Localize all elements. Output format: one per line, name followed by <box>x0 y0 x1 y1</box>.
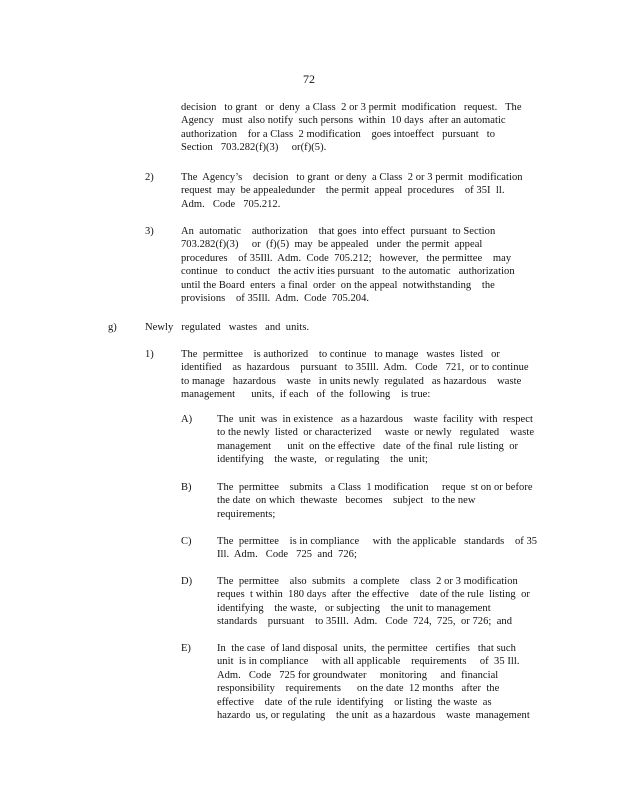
sublist-marker: D) <box>181 576 193 587</box>
section-marker: g) <box>108 322 117 333</box>
text-line: identified as hazardous pursuant to 35Ill. Adm. Code 721, or to continue <box>181 362 529 373</box>
text-line: An automatic authorization that goes into effect pursuant to Section <box>181 226 496 237</box>
text-line: The permittee also submits a complete class 2 or 3 modification <box>217 576 518 587</box>
text-line: identifying the waste, or regulating the unit; <box>217 454 428 465</box>
list-marker: 1) <box>145 349 154 360</box>
text-line: provisions of 35Ill. Adm. Code 705.204. <box>181 293 370 304</box>
page-number: 72 <box>303 72 315 86</box>
text-line: requirements; <box>217 509 276 520</box>
text-line: until the Board enters a final order on the appeal notwithstanding the <box>181 280 495 291</box>
text-line: 703.282(f)(3) or (f)(5) may be appealed under the permit appeal <box>181 239 483 250</box>
text-line: responsibility requirements on the date 12 months after the <box>217 683 500 694</box>
text-line: procedures of 35Ill. Adm. Code 705.212; however, the permittee may <box>181 253 512 264</box>
text-line: The unit was in existence as a hazardous waste facility with respect <box>217 414 533 425</box>
list-marker: 3) <box>145 226 154 237</box>
text-line: Agency must also notify such persons within 10 days after an automatic <box>181 115 506 126</box>
text-line: continue to conduct the activ ities pursuant to the automatic authorization <box>181 266 515 277</box>
text-line: effective date of the rule identifying or listing the waste as <box>217 697 492 708</box>
text-line: In the case of land disposal units, the permittee certifies that such <box>217 643 516 654</box>
text-line: The permittee submits a Class 1 modification reque st on or before <box>217 482 533 493</box>
text-line: reques t within 180 days after the effective date of the rule listing or <box>217 589 530 600</box>
text-line: request may be appealedunder the permit appeal procedures of 35I ll. <box>181 185 505 196</box>
text-line: unit is in compliance with all applicable requirements of 35 Ill. <box>217 656 520 667</box>
text-line: identifying the waste, or subjecting the unit to management <box>217 603 491 614</box>
text-line: to the newly listed or characterized waste or newly regulated waste <box>217 427 535 438</box>
sublist-marker: E) <box>181 643 191 654</box>
sublist-marker: C) <box>181 536 192 547</box>
text-line: Ill. Adm. Code 725 and 726; <box>217 549 357 560</box>
list-marker: 2) <box>145 172 154 183</box>
text-line: management unit on the effective date of the final rule listing or <box>217 441 519 452</box>
sublist-marker: B) <box>181 482 192 493</box>
text-line: the date on which thewaste becomes subject to the new <box>217 495 476 506</box>
text-line: to manage hazardous waste in units newly regulated as hazardous waste <box>181 376 522 387</box>
section-heading: Newly regulated wastes and units. <box>145 322 310 333</box>
text-line: Adm. Code 705.212. <box>181 199 281 210</box>
text-line: The Agency’s decision to grant or deny a Class 2 or 3 permit modification <box>181 172 523 183</box>
text-line: authorization for a Class 2 modification goes intoeffect pursuant to <box>181 129 496 140</box>
text-line: decision to grant or deny a Class 2 or 3 permit modification request. The <box>181 102 522 113</box>
text-line: The permittee is in compliance with the applicable standards of 35 <box>217 536 538 547</box>
text-line: standards pursuant to 35Ill. Adm. Code 724, 725, or 726; and <box>217 616 512 627</box>
text-line: management units, if each of the following is true: <box>181 389 431 400</box>
text-line: Section 703.282(f)(3) or(f)(5). <box>181 142 327 153</box>
sublist-marker: A) <box>181 414 193 425</box>
text-line: The permittee is authorized to continue to manage wastes listed or <box>181 349 500 360</box>
text-line: hazardo us, or regulating the unit as a hazardous waste management <box>217 710 530 721</box>
text-line: Adm. Code 725 for groundwater monitoring and financial <box>217 670 499 681</box>
